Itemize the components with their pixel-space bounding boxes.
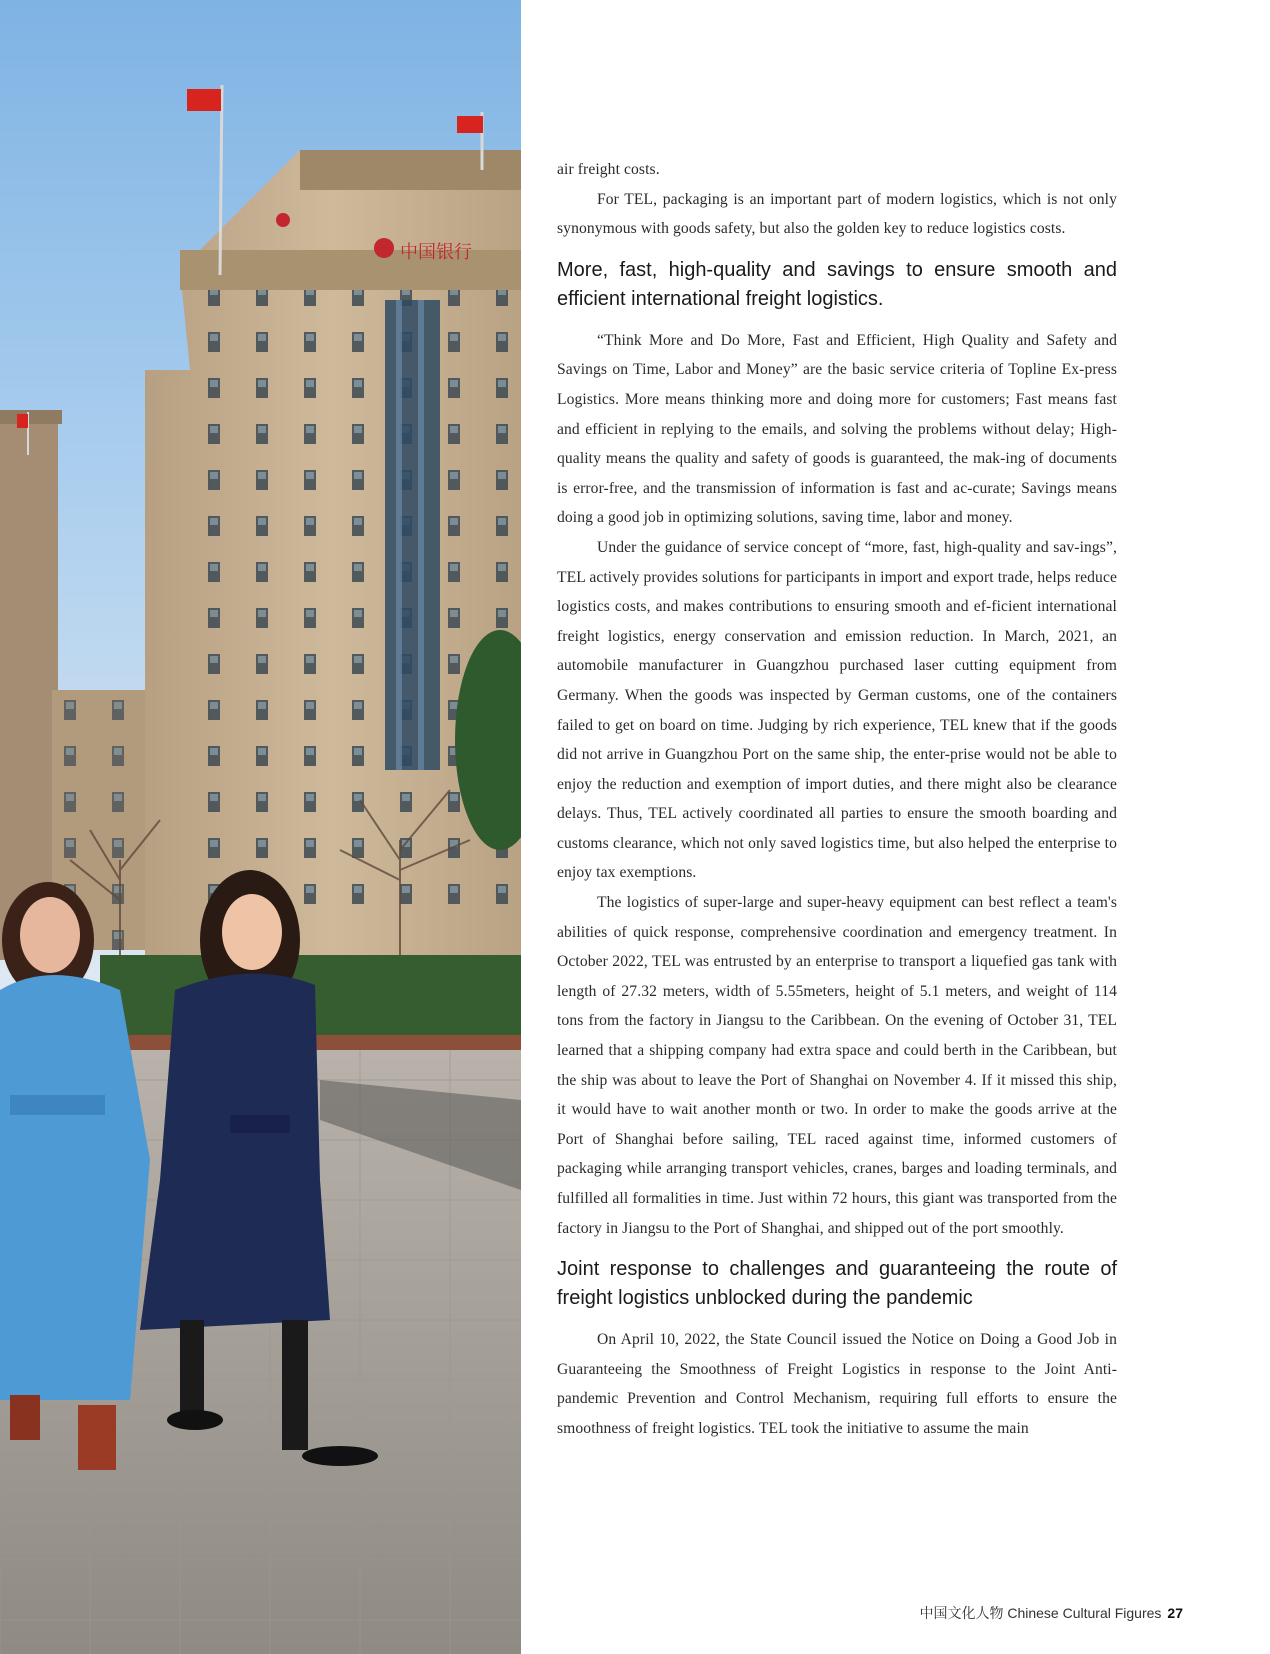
article-body	[557, 155, 1117, 1444]
article-photo	[0, 0, 521, 1654]
section-heading-service-criteria: More, fast, high-quality and savings to ensure smooth and efficient international freight logistics.	[557, 258, 1117, 310]
paragraph-continuation: air freight costs.	[557, 161, 660, 178]
paragraph-service-criteria: “Think More and Do More, Fast and Efficient, High Quality and Safety and Savings on Time, Labor and Money” are the basic service criteria of Topline Ex-press Logistics. More means thinking more and doing more for customers; Fast means fast and efficient in replying to the emails, and solving the problems without delay; High-quality means the quality and safety of goods is guaranteed, the mak-ing of documents is error-free, and the transmission of information is fast and ac-curate; Savings means doing a good job in optimizing solutions, saving time, labor and money.	[557, 331, 1117, 527]
page-footer	[919, 1603, 1183, 1623]
publication-name: 中国文化人物 Chinese Cultural Figures	[919, 1605, 1162, 1621]
paragraph-super-large-equipment: The logistics of super-large and super-heavy equipment can best reflect a team's abilities of quick response, comprehensive coordination and emergency treatment. In October 2022, TEL was entrusted by an enterprise to transport a liquefied gas tank with length of 27.32 meters, width of 5.55meters, height of 5.1 meters, and weight of 114 tons from the factory in Jiangsu to the Caribbean. On the evening of October 31, TEL learned that a shipping company had extra space and could berth in the Caribbean, but the ship was about to leave the Port of Shanghai on November 4. If it missed this ship, it would have to wait another month or two. In order to make the goods arrive at the Port of Shanghai before sailing, TEL raced against time, informed customers of packaging while arranging transport vehicles, cranes, barges and loading terminals, and fulfilled all formalities in time. Just within 72 hours, this giant was transported from the factory in Jiangsu to the Port of Shanghai, and shipped out of the port smoothly.	[557, 894, 1117, 1237]
paragraph-guidance: Under the guidance of service concept of “more, fast, high-quality and sav-ings”, TEL actively provides solutions for participants in import and export trade, helps reduce logistics costs, and makes contributions to ensuring smooth and ef-ficient international freight logistics, energy conservation and emission reduction. In March, 2021, an automobile manufacturer in Guangzhou purchased laser cutting equipment from Germany. When the goods was inspected by German customs, one of the containers failed to get on board on time. Judging by rich experience, TEL knew that if the goods did not arrive in Guangzhou Port on the same ship, the enter-prise would not be able to enjoy the reduction and exemption of import duties, and there might also be clearance delays. Thus, TEL actively coordinated all parties to ensure the smooth boarding and customs clearance, which not only saved logistics time, but also helped the enterprise to enjoy tax exemptions.	[557, 538, 1117, 882]
bank-sign-text: 中国银行	[400, 242, 472, 263]
section-heading-pandemic: Joint response to challenges and guaranteeing the route of freight logistics unblocked during the pandemic	[557, 1258, 1117, 1310]
page-number: 27	[1167, 1605, 1183, 1621]
paragraph-packaging: For TEL, packaging is an important part of modern logistics, which is not only synonymous with goods safety, but also the golden key to reduce logistics costs.	[557, 190, 1117, 238]
paragraph-state-council: On April 10, 2022, the State Council issued the Notice on Doing a Good Job in Guaranteeing the Smoothness of Freight Logistics in response to the Joint Anti-pandemic Prevention and Control Mechanism, requiring full efforts to ensure the smoothness of freight logistics. TEL took the initiative to assume the main	[557, 1331, 1117, 1437]
